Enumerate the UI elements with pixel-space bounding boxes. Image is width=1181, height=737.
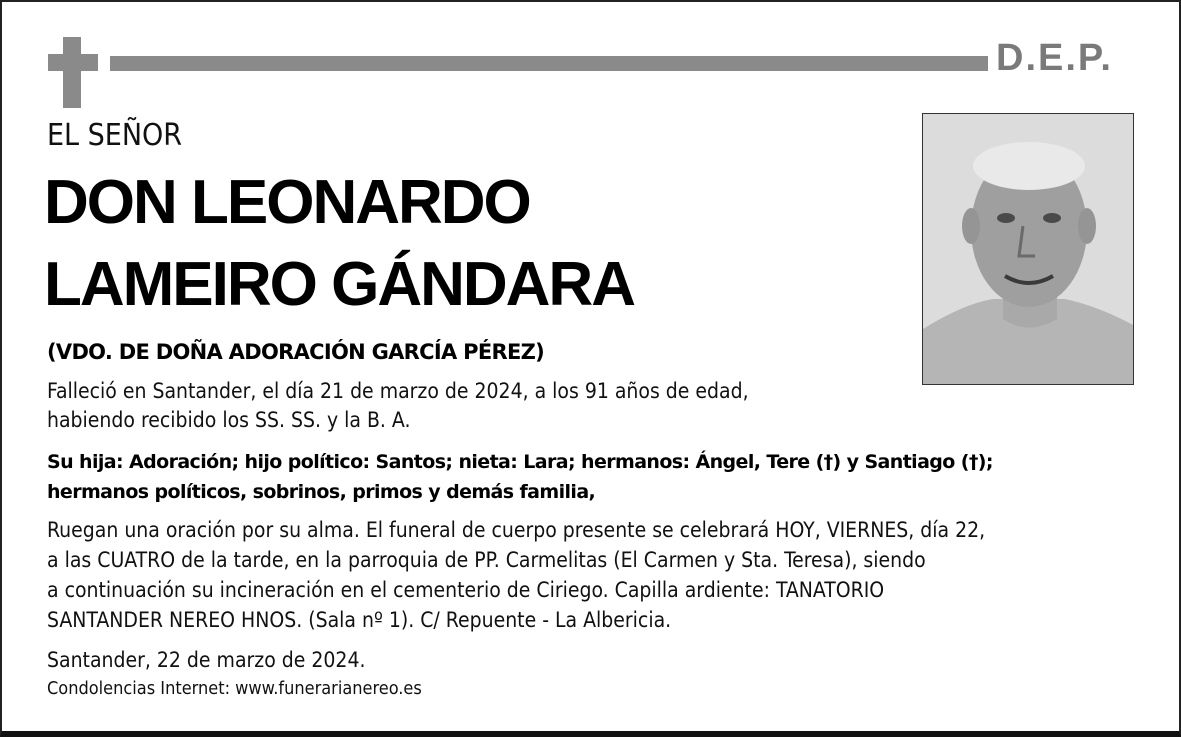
cross-icon-horizontal-bar: [48, 54, 98, 71]
place-date: Santander, 22 de marzo de 2024.: [47, 648, 366, 672]
dep-heading: D.E.P.: [996, 37, 1113, 79]
deceased-portrait: [922, 113, 1134, 385]
cross-icon-vertical-bar: [63, 37, 81, 108]
family-line-1: Su hija: Adoración; hijo político: Santos; nieta: Lara; hermanos: Ángel, Tere (†) y Santiago (†);: [47, 451, 993, 473]
widow-line: (VDO. DE DOÑA ADORACIÓN GARCÍA PÉREZ): [47, 340, 545, 364]
salutation: EL SEÑOR: [47, 118, 183, 153]
deceased-name-line-2: LAMEIRO GÁNDARA: [44, 250, 634, 319]
funeral-line-3: a continuación su incineración en el cementerio de Ciriego. Capilla ardiente: TANATORIO: [47, 578, 885, 602]
deceased-name-line-1: DON LEONARDO: [44, 168, 530, 237]
funeral-line-2: a las CUATRO de la tarde, en la parroquia de PP. Carmelitas (El Carmen y Sta. Teresa), siendo: [47, 548, 926, 572]
funeral-line-4: SANTANDER NEREO HNOS. (Sala nº 1). C/ Repuente - La Albericia.: [47, 608, 672, 632]
death-line-1: Falleció en Santander, el día 21 de marzo de 2024, a los 91 años de edad,: [47, 379, 749, 403]
death-line-2: habiendo recibido los SS. SS. y la B. A.: [47, 408, 411, 432]
family-line-2: hermanos políticos, sobrinos, primos y demás familia,: [47, 481, 596, 503]
header-rule: [110, 56, 988, 71]
funeral-line-1: Ruegan una oración por su alma. El funeral de cuerpo presente se celebrará HOY, VIERNES, día 22,: [47, 518, 986, 542]
portrait-illustration: [923, 114, 1134, 385]
condolences-link-text: Condolencias Internet: www.funerarianereo.es: [47, 678, 422, 699]
